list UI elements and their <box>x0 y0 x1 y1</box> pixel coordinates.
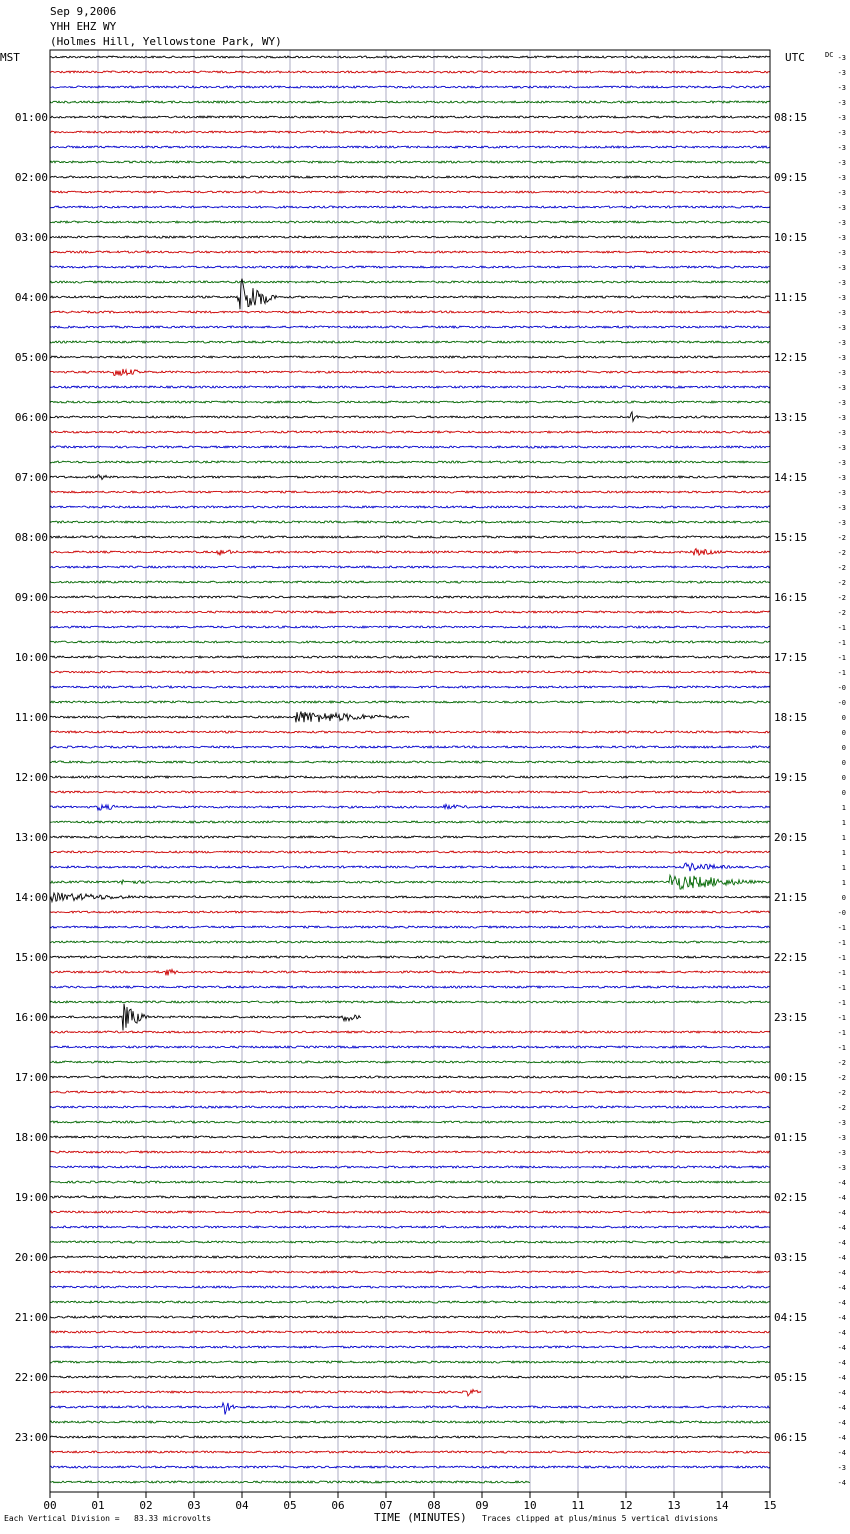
dc-offset-label: -4 <box>837 1434 846 1442</box>
trace-2 <box>50 86 770 88</box>
trace-83 <box>50 1301 770 1303</box>
trace-13 <box>50 251 770 253</box>
trace-28 <box>50 475 770 480</box>
x-tick-label-10: 10 <box>523 1499 537 1512</box>
trace-61 <box>50 969 770 975</box>
dc-offset-label: -3 <box>837 99 846 107</box>
mst-hour-label: 03:00 <box>14 231 48 244</box>
x-tick-label-07: 07 <box>379 1499 393 1512</box>
dc-offset-label: -2 <box>837 1059 846 1067</box>
dc-offset-label: -4 <box>837 1374 846 1382</box>
trace-34 <box>50 566 770 568</box>
trace-9 <box>50 191 770 193</box>
trace-29 <box>50 491 770 493</box>
trace-30 <box>50 506 770 508</box>
dc-offset-label: -4 <box>837 1419 846 1427</box>
dc-offset-label: 0 <box>841 744 846 752</box>
dc-offset-label: -3 <box>837 1134 846 1142</box>
seismic-traces <box>50 56 770 1483</box>
trace-17 <box>50 311 770 313</box>
dc-offset-label: -3 <box>837 54 846 62</box>
mst-hour-label: 07:00 <box>14 471 48 484</box>
trace-56 <box>50 893 770 902</box>
dc-offset-label: -3 <box>837 174 846 182</box>
trace-87 <box>50 1361 770 1363</box>
dc-offset-label: 0 <box>841 729 846 737</box>
trace-41 <box>50 671 770 673</box>
utc-hour-label: 16:15 <box>774 591 808 604</box>
dc-offset-label: 1 <box>841 834 846 842</box>
chart-date: Sep 9,2006 <box>50 5 117 18</box>
dc-offset-label: -2 <box>837 1089 846 1097</box>
dc-offset-label: -3 <box>837 339 846 347</box>
trace-40 <box>50 656 770 658</box>
dc-offset-label: -1 <box>837 669 846 677</box>
dc-offset-label: -0 <box>837 684 846 692</box>
dc-offset-label: 1 <box>841 879 846 887</box>
dc-offset-label: -0 <box>837 909 846 917</box>
dc-offset-label: -3 <box>837 159 846 167</box>
trace-0 <box>50 56 770 58</box>
utc-hour-label: 15:15 <box>774 531 808 544</box>
dc-offset-label: -1 <box>837 624 846 632</box>
trace-93 <box>50 1451 770 1453</box>
dc-offset-label: -3 <box>837 84 846 92</box>
dc-offset-label: 1 <box>841 819 846 827</box>
dc-offset-label: 1 <box>841 849 846 857</box>
station-location: (Holmes Hill, Yellowstone Park, WY) <box>50 35 282 48</box>
utc-hour-label: 06:15 <box>774 1431 808 1444</box>
trace-12 <box>50 236 770 238</box>
utc-hour-label: 10:15 <box>774 231 808 244</box>
dc-offset-label: -2 <box>837 1104 846 1112</box>
dc-offset-label: -4 <box>837 1284 846 1292</box>
trace-19 <box>50 341 770 343</box>
trace-39 <box>50 641 770 643</box>
trace-85 <box>50 1331 770 1333</box>
trace-69 <box>50 1091 770 1093</box>
trace-5 <box>50 131 770 133</box>
trace-60 <box>50 956 770 958</box>
trace-18 <box>50 326 770 328</box>
dc-offset-label: -3 <box>837 144 846 152</box>
trace-23 <box>50 401 770 403</box>
trace-3 <box>50 101 770 103</box>
mst-hour-label: 13:00 <box>14 831 48 844</box>
dc-offset-label: -3 <box>837 459 846 467</box>
utc-hour-label: 20:15 <box>774 831 808 844</box>
dc-offset-label: -3 <box>837 1164 846 1172</box>
dc-offset-label: -1 <box>837 654 846 662</box>
dc-offset-label: 0 <box>841 774 846 782</box>
dc-offset-label: -1 <box>837 1014 846 1022</box>
dc-offset-label: -3 <box>837 504 846 512</box>
mst-hour-label: 05:00 <box>14 351 48 364</box>
x-tick-label-03: 03 <box>187 1499 201 1512</box>
dc-offset-label: -3 <box>837 324 846 332</box>
x-tick-label-01: 01 <box>91 1499 105 1512</box>
trace-45 <box>50 731 770 733</box>
dc-offset-label: 0 <box>841 759 846 767</box>
dc-offset-label: -3 <box>837 474 846 482</box>
dc-offset-label: -4 <box>837 1314 846 1322</box>
plot-frame <box>50 50 770 1492</box>
trace-43 <box>50 701 770 703</box>
dc-offset-label: 0 <box>841 894 846 902</box>
dc-offset-label: -2 <box>837 549 846 557</box>
trace-74 <box>50 1166 770 1168</box>
utc-hour-label: 19:15 <box>774 771 808 784</box>
utc-hour-label: 23:15 <box>774 1011 808 1024</box>
dc-offset-label: -3 <box>837 189 846 197</box>
dc-offset-label: -3 <box>837 444 846 452</box>
utc-hour-label: 17:15 <box>774 651 808 664</box>
trace-46 <box>50 746 770 748</box>
trace-64 <box>50 1004 361 1031</box>
dc-offset-label: -4 <box>837 1404 846 1412</box>
dc-offset-label: -3 <box>837 1119 846 1127</box>
dc-label: DC <box>825 51 834 59</box>
mst-hour-label: 23:00 <box>14 1431 48 1444</box>
dc-offset-label: -4 <box>837 1359 846 1367</box>
trace-32 <box>50 536 770 538</box>
mst-hour-label: 20:00 <box>14 1251 48 1264</box>
dc-offset-label: -1 <box>837 984 846 992</box>
x-tick-label-13: 13 <box>667 1499 681 1512</box>
dc-offset-label: -2 <box>837 594 846 602</box>
dc-offset-label: -4 <box>837 1254 846 1262</box>
trace-86 <box>50 1346 770 1348</box>
mst-hour-label: 08:00 <box>14 531 48 544</box>
dc-offset-label: -3 <box>837 249 846 257</box>
trace-25 <box>50 431 770 433</box>
trace-66 <box>50 1046 770 1048</box>
mst-hour-label: 06:00 <box>14 411 48 424</box>
dc-offset-label: -3 <box>837 519 846 527</box>
trace-57 <box>50 911 770 913</box>
dc-offset-label: -1 <box>837 639 846 647</box>
utc-hour-label: 22:15 <box>774 951 808 964</box>
trace-84 <box>50 1316 770 1318</box>
mst-hour-label: 21:00 <box>14 1311 48 1324</box>
dc-offset-label: -3 <box>837 234 846 242</box>
dc-offset-label: -4 <box>837 1179 846 1187</box>
dc-offset-label: -4 <box>837 1344 846 1352</box>
utc-label: UTC <box>785 51 805 64</box>
mst-hour-labels <box>15 111 48 1444</box>
trace-10 <box>50 206 770 208</box>
trace-54 <box>50 863 770 871</box>
trace-53 <box>50 851 770 853</box>
trace-52 <box>50 836 770 838</box>
dc-offset-label: -3 <box>837 309 846 317</box>
dc-offset-label: -1 <box>837 1044 846 1052</box>
dc-offset-label: -3 <box>837 1464 846 1472</box>
clip-note: Traces clipped at plus/minus 5 vertical divisions <box>482 1514 719 1523</box>
trace-4 <box>50 116 770 118</box>
x-axis-title: TIME (MINUTES) <box>374 1511 467 1524</box>
dc-offset-label: -2 <box>837 534 846 542</box>
dc-offset-label: -3 <box>837 384 846 392</box>
x-tick-label-12: 12 <box>619 1499 633 1512</box>
mst-label: MST <box>0 51 20 64</box>
utc-hour-label: 09:15 <box>774 171 808 184</box>
mst-hour-label: 17:00 <box>14 1071 48 1084</box>
mst-hour-label: 01:00 <box>14 111 48 124</box>
dc-offset-label: -4 <box>837 1329 846 1337</box>
trace-73 <box>50 1151 770 1153</box>
x-tick-label-09: 09 <box>475 1499 489 1512</box>
dc-offset-label: 0 <box>841 789 846 797</box>
dc-offset-label: -4 <box>837 1224 846 1232</box>
mst-hour-label: 09:00 <box>14 591 48 604</box>
trace-91 <box>50 1421 770 1423</box>
utc-hour-label: 03:15 <box>774 1251 808 1264</box>
dc-offset-label: 1 <box>841 804 846 812</box>
trace-1 <box>50 71 770 73</box>
trace-92 <box>50 1436 770 1438</box>
dc-offset-label: -3 <box>837 354 846 362</box>
utc-hour-label: 05:15 <box>774 1371 808 1384</box>
x-tick-label-02: 02 <box>139 1499 153 1512</box>
trace-37 <box>50 611 770 613</box>
trace-90 <box>50 1403 770 1415</box>
dc-offset-label: -0 <box>837 699 846 707</box>
trace-38 <box>50 626 770 628</box>
trace-47 <box>50 761 770 763</box>
trace-71 <box>50 1121 770 1123</box>
dc-offset-label: -2 <box>837 609 846 617</box>
dc-offset-label: -3 <box>837 294 846 302</box>
trace-42 <box>50 686 770 688</box>
mst-hour-label: 18:00 <box>14 1131 48 1144</box>
dc-offset-label: -3 <box>837 489 846 497</box>
mst-hour-label: 11:00 <box>14 711 48 724</box>
trace-44 <box>50 711 409 722</box>
utc-hour-label: 14:15 <box>774 471 808 484</box>
trace-15 <box>50 281 770 283</box>
utc-hour-label: 21:15 <box>774 891 808 904</box>
trace-55 <box>50 875 770 889</box>
dc-offset-label: -3 <box>837 204 846 212</box>
dc-offset-label: -1 <box>837 954 846 962</box>
trace-58 <box>50 926 770 928</box>
dc-offset-label: -3 <box>837 399 846 407</box>
trace-89 <box>50 1389 481 1395</box>
trace-76 <box>50 1196 770 1198</box>
trace-21 <box>50 369 770 375</box>
dc-offset-label: -4 <box>837 1239 846 1247</box>
utc-hour-label: 08:15 <box>774 111 808 124</box>
dc-offset-label: -2 <box>837 1074 846 1082</box>
dc-offset-label: -3 <box>837 264 846 272</box>
x-tick-label-04: 04 <box>235 1499 249 1512</box>
trace-94 <box>50 1466 770 1468</box>
utc-hour-label: 01:15 <box>774 1131 808 1144</box>
trace-81 <box>50 1271 770 1273</box>
utc-hour-label: 11:15 <box>774 291 808 304</box>
dc-offset-label: 1 <box>841 864 846 872</box>
dc-offset-label: -1 <box>837 969 846 977</box>
dc-offset-label: -2 <box>837 579 846 587</box>
dc-offset-label: 0 <box>841 714 846 722</box>
dc-offset-label: -4 <box>837 1389 846 1397</box>
mst-hour-label: 22:00 <box>14 1371 48 1384</box>
trace-72 <box>50 1136 770 1138</box>
trace-68 <box>50 1076 770 1078</box>
trace-62 <box>50 986 770 988</box>
x-tick-label-05: 05 <box>283 1499 297 1512</box>
trace-6 <box>50 146 770 148</box>
dc-offset-label: -3 <box>837 1149 846 1157</box>
utc-hour-label: 12:15 <box>774 351 808 364</box>
dc-offset-labels <box>838 54 846 1487</box>
utc-hour-label: 18:15 <box>774 711 808 724</box>
dc-offset-label: -3 <box>837 219 846 227</box>
trace-51 <box>50 821 770 823</box>
trace-48 <box>50 776 770 778</box>
x-tick-label-06: 06 <box>331 1499 345 1512</box>
mst-hour-label: 10:00 <box>14 651 48 664</box>
trace-79 <box>50 1241 770 1243</box>
trace-22 <box>50 386 770 388</box>
trace-67 <box>50 1061 770 1063</box>
x-tick-label-15: 15 <box>763 1499 777 1512</box>
trace-59 <box>50 941 770 943</box>
trace-27 <box>50 461 770 463</box>
trace-63 <box>50 1001 770 1003</box>
dc-offset-label: -4 <box>837 1299 846 1307</box>
dc-offset-label: -1 <box>837 1029 846 1037</box>
utc-hour-label: 04:15 <box>774 1311 808 1324</box>
scale-note: Each Vertical Division = 83.33 microvolts <box>4 1514 212 1523</box>
x-axis <box>43 1492 776 1512</box>
dc-offset-label: -1 <box>837 939 846 947</box>
trace-7 <box>50 161 770 163</box>
dc-offset-label: -4 <box>837 1194 846 1202</box>
trace-31 <box>50 521 770 523</box>
x-tick-label-14: 14 <box>715 1499 729 1512</box>
dc-offset-label: -3 <box>837 369 846 377</box>
trace-20 <box>50 356 770 358</box>
trace-8 <box>50 176 770 178</box>
mst-hour-label: 14:00 <box>14 891 48 904</box>
mst-hour-label: 04:00 <box>14 291 48 304</box>
utc-hour-labels <box>774 111 807 1444</box>
utc-hour-label: 00:15 <box>774 1071 808 1084</box>
trace-49 <box>50 791 770 793</box>
dc-offset-label: -1 <box>837 924 846 932</box>
mst-hour-label: 12:00 <box>14 771 48 784</box>
trace-65 <box>50 1031 770 1033</box>
dc-offset-label: -3 <box>837 279 846 287</box>
trace-33 <box>50 549 770 556</box>
dc-offset-label: -2 <box>837 564 846 572</box>
dc-offset-label: -3 <box>837 114 846 122</box>
x-tick-label-08: 08 <box>427 1499 441 1512</box>
trace-75 <box>50 1181 770 1183</box>
trace-24 <box>50 412 770 421</box>
trace-77 <box>50 1211 770 1213</box>
dc-offset-label: -3 <box>837 129 846 137</box>
dc-offset-label: -3 <box>837 69 846 77</box>
dc-offset-label: -4 <box>837 1479 846 1487</box>
trace-82 <box>50 1286 770 1288</box>
trace-80 <box>50 1256 770 1258</box>
utc-hour-label: 13:15 <box>774 411 808 424</box>
trace-36 <box>50 596 770 598</box>
trace-70 <box>50 1106 770 1108</box>
x-tick-label-11: 11 <box>571 1499 585 1512</box>
dc-offset-label: -4 <box>837 1269 846 1277</box>
utc-hour-label: 02:15 <box>774 1191 808 1204</box>
mst-hour-label: 16:00 <box>14 1011 48 1024</box>
trace-78 <box>50 1226 770 1228</box>
dc-offset-label: -1 <box>837 999 846 1007</box>
mst-hour-label: 19:00 <box>14 1191 48 1204</box>
x-tick-label-00: 00 <box>43 1499 57 1512</box>
dc-offset-label: -3 <box>837 414 846 422</box>
mst-hour-label: 02:00 <box>14 171 48 184</box>
trace-11 <box>50 221 770 223</box>
dc-offset-label: -3 <box>837 429 846 437</box>
mst-hour-label: 15:00 <box>14 951 48 964</box>
trace-26 <box>50 446 770 448</box>
dc-offset-label: -4 <box>837 1449 846 1457</box>
trace-88 <box>50 1376 770 1378</box>
trace-50 <box>50 804 770 810</box>
trace-14 <box>50 266 770 268</box>
station-code: YHH EHZ WY <box>50 20 117 33</box>
dc-offset-label: -4 <box>837 1209 846 1217</box>
trace-35 <box>50 581 770 583</box>
